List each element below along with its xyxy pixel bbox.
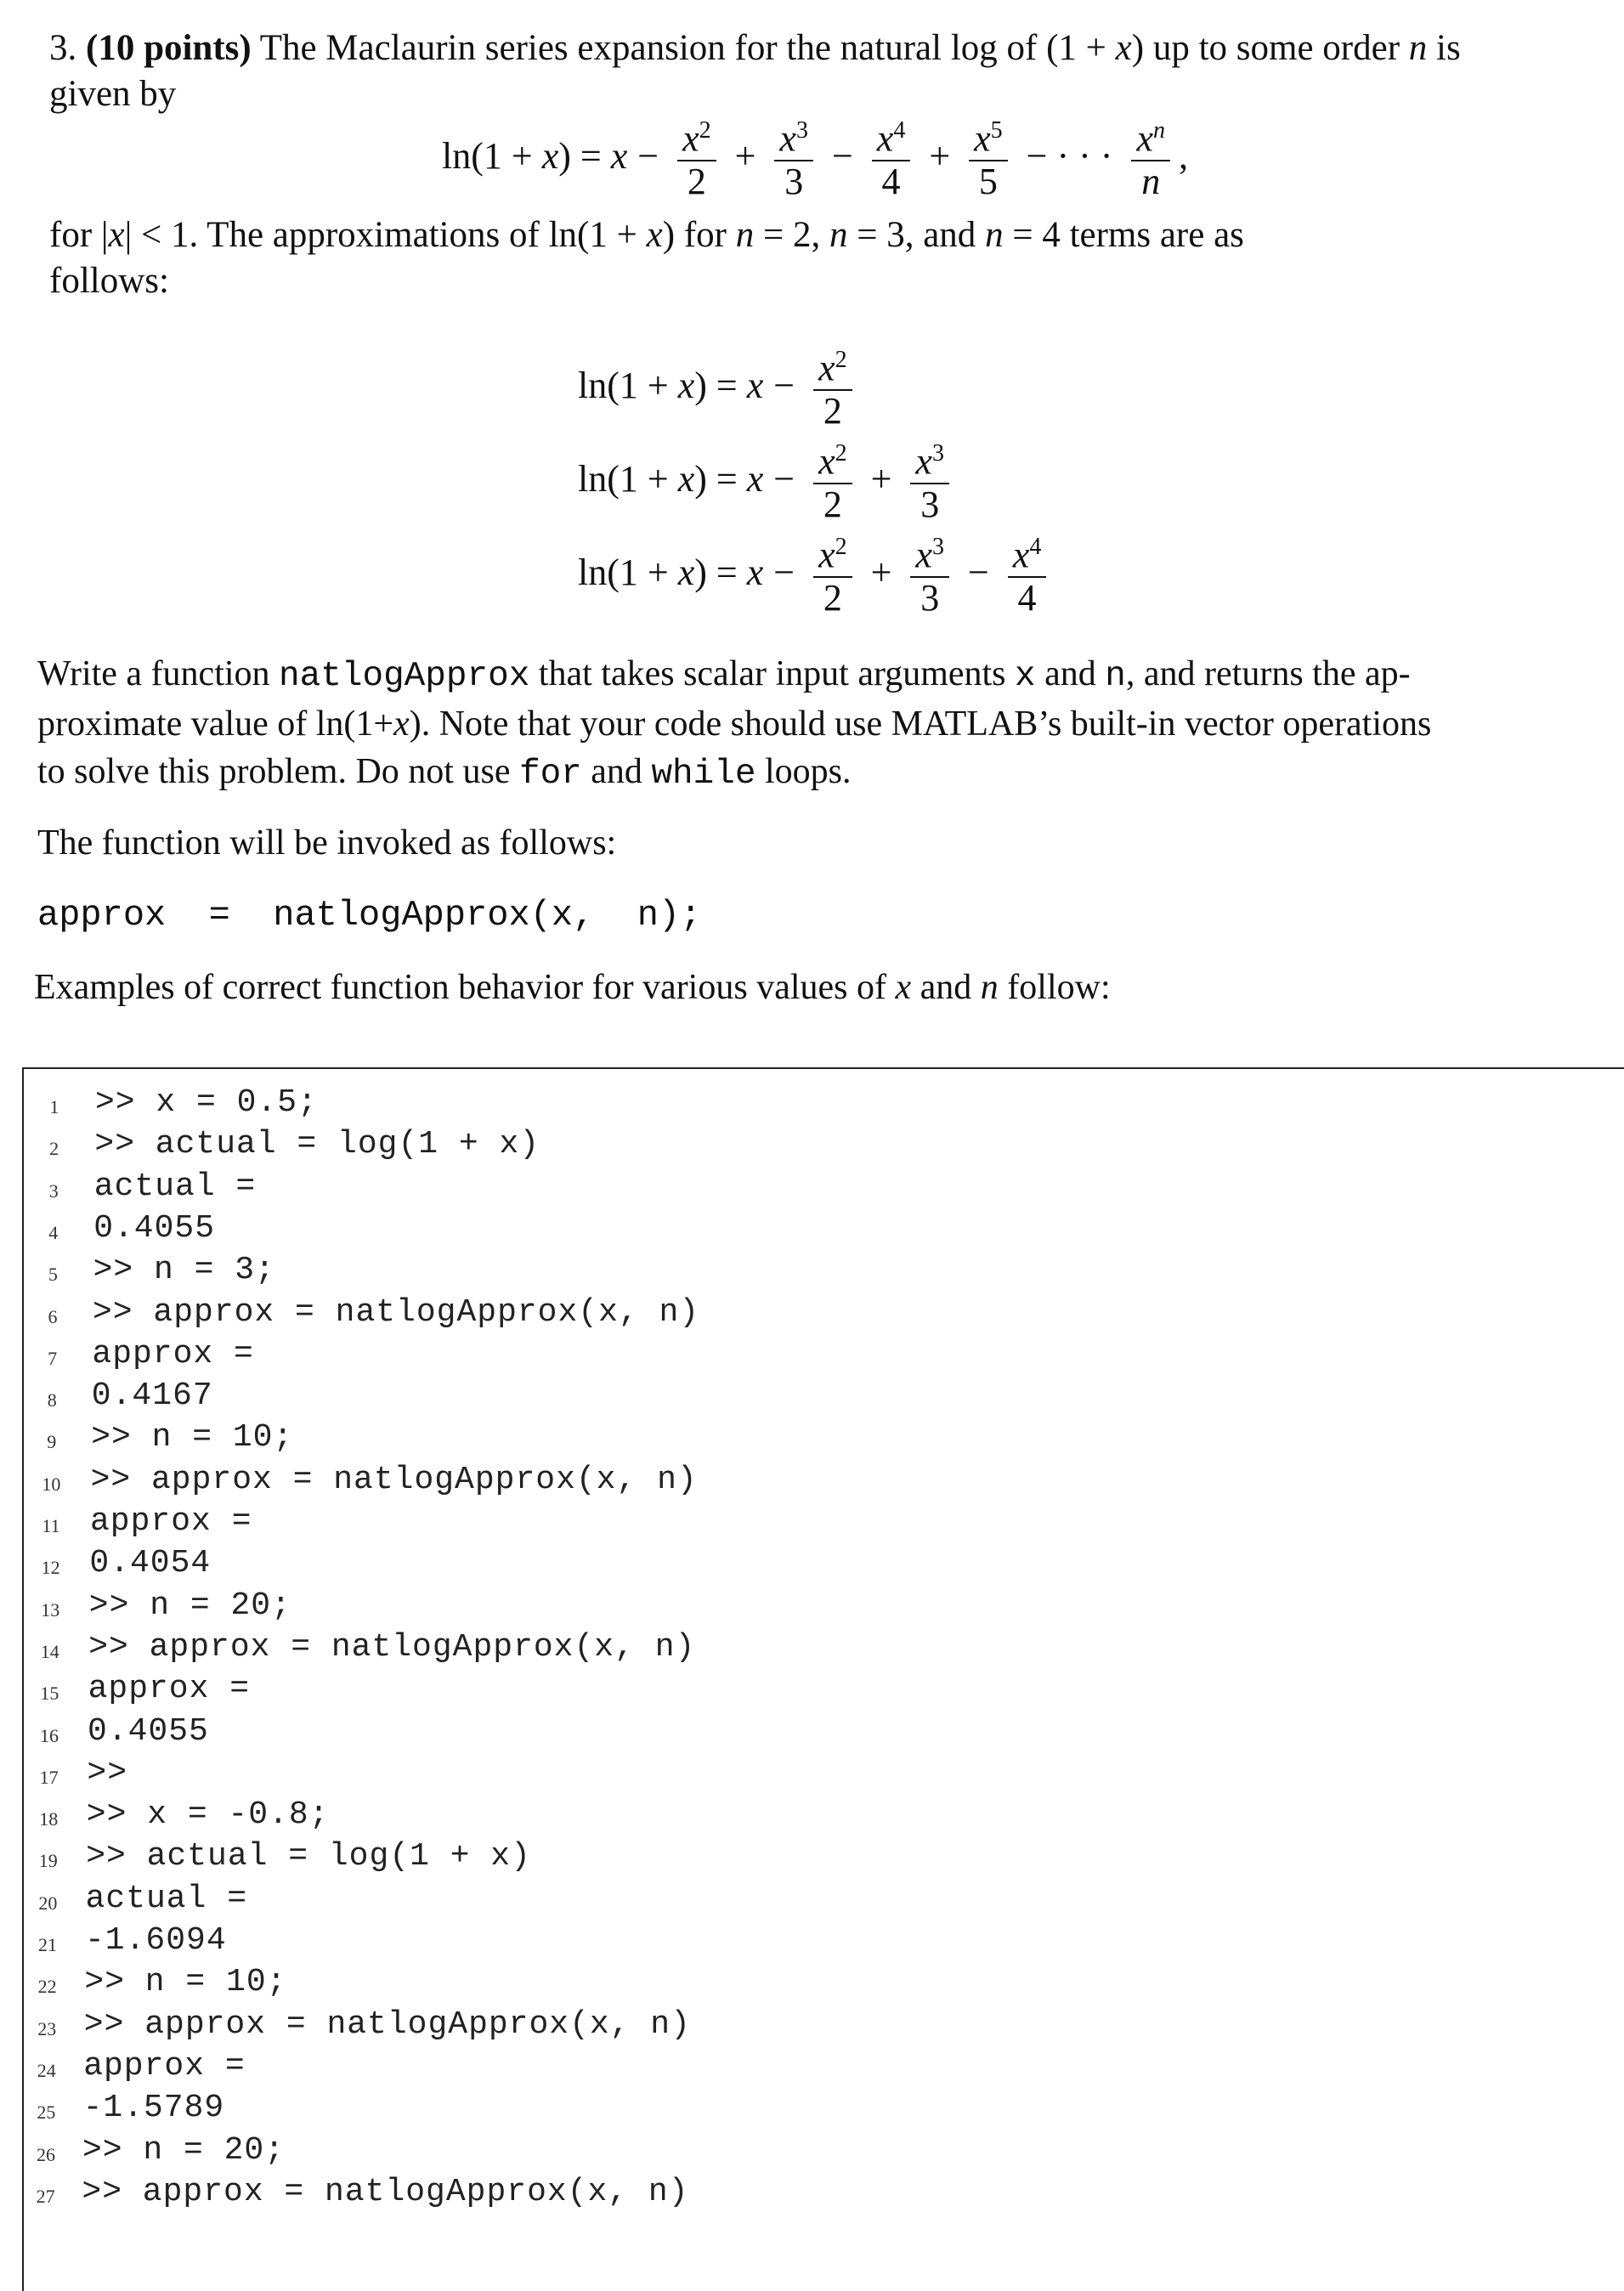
problem-points: (10 points)	[86, 28, 252, 68]
code-text: >> actual = log(1 + x)	[86, 1838, 531, 1875]
cond-f: = 4 terms are as	[1012, 215, 1244, 255]
cond-e: = 3, and	[857, 215, 976, 255]
code-text: >> n = 20;	[82, 2131, 286, 2169]
line-number: 25	[37, 2101, 56, 2124]
code-text: -1.6094	[85, 1922, 227, 1959]
code-text: approx =	[88, 1671, 251, 1708]
line-number: 7	[48, 1347, 58, 1369]
code-line	[24, 1462, 1624, 1504]
code-text: >> actual = log(1 + x)	[94, 1126, 540, 1163]
line-number: 2	[49, 1138, 59, 1160]
code-text: >> approx = natlogApprox(x, n)	[93, 1293, 700, 1331]
code-line	[24, 1210, 1624, 1253]
intro-text-b: up to some order	[1152, 28, 1400, 68]
line-number: 24	[37, 2059, 56, 2081]
line-number: 1	[49, 1096, 59, 1117]
code-text: >> n = 20;	[88, 1587, 291, 1624]
intro-line2: given by	[49, 74, 177, 114]
code-text: >> approx = natlogApprox(x, n)	[90, 1461, 698, 1498]
code-line	[24, 1545, 1624, 1587]
code-line	[24, 1294, 1624, 1337]
code-line	[24, 1713, 1624, 1756]
cond-b: < 1. The approximations of	[140, 215, 540, 255]
series-equation: ln(1 + x) = x − $\frac{x^2}{2}$ + $\frac{x^3}{3}$ − $\frac{x^4}{4}$ + $\frac{x^5}{5}$ − · · · $\frac{x^n}{n}$ ,	[442, 110, 1188, 202]
cond-line2: follows:	[49, 261, 169, 301]
line-number: 22	[37, 1976, 57, 1998]
code-line	[24, 1671, 1624, 1713]
line-number: 5	[48, 1264, 58, 1286]
code-text: 0.4055	[93, 1209, 216, 1247]
code-line	[24, 2090, 1624, 2132]
code-text: >> n = 10;	[91, 1419, 294, 1457]
task-line1a: Write a function	[37, 654, 270, 693]
code-line	[24, 2048, 1624, 2090]
intro-text-c: is	[1436, 28, 1461, 68]
code-text: >> x = -0.8;	[86, 1796, 330, 1834]
approx-n4-equation: ln(1 + x) = x − $\frac{x^2}{2}$ + $\frac{x^3}{3}$ − $\frac{x^4}{4}$	[578, 527, 1055, 619]
line-number: 4	[48, 1221, 59, 1243]
code-line	[24, 1881, 1624, 1923]
code-line	[24, 1503, 1624, 1546]
code-text: approx =	[83, 2047, 246, 2085]
task-line2b: ). Note that your code should use MATLAB’s built-in vector operations	[409, 704, 1432, 744]
task-line3c: loops.	[764, 752, 852, 791]
line-number: 27	[36, 2185, 55, 2207]
function-name: natlogApprox	[279, 657, 530, 696]
code-line	[24, 1629, 1624, 1672]
examples-text: Examples of correct function behavior for various values of x and n follow:	[34, 968, 1111, 1007]
examples-c: follow:	[1007, 968, 1111, 1007]
code-line	[24, 2006, 1624, 2049]
code-text: >> n = 3;	[93, 1252, 275, 1289]
code-line	[24, 1084, 1624, 1127]
line-number: 15	[40, 1683, 59, 1705]
keyword-while: while	[651, 755, 756, 794]
cond-c: for	[683, 215, 727, 255]
task-line1b: that takes scalar input arguments	[538, 654, 1006, 693]
arg-n: n	[1105, 657, 1126, 696]
code-text: >> n = 10;	[84, 1964, 287, 2001]
task-line3b: and	[591, 752, 642, 791]
code-text: approx =	[90, 1503, 252, 1540]
condition-text: for |x| < 1. The approximations of ln(1 + x) for n = 2, n = 3, and n = 4 terms are as follows:	[49, 215, 1244, 301]
code-listing	[22, 1067, 1624, 2291]
approx-n2-equation: ln(1 + x) = x − $\frac{x^2}{2}$	[578, 340, 861, 432]
task-text: Write a function natlogApprox that takes scalar input arguments x and n, and returns the ap- proximate value of ln(1+x). Note that your code should use MATLAB’s built-in vector operations to solve this problem. Do not use for and while loops.	[37, 654, 1432, 794]
code-line	[24, 2132, 1624, 2175]
line-number: 26	[37, 2143, 55, 2165]
examples-a: Examples of correct function behavior for various values of	[34, 968, 886, 1007]
line-number: 23	[37, 2017, 57, 2039]
code-line	[24, 1336, 1624, 1378]
task-line1c: and	[1044, 654, 1096, 693]
code-text: >> approx = natlogApprox(x, n)	[82, 2173, 689, 2210]
line-number: 20	[38, 1892, 58, 1914]
code-text: >> approx = natlogApprox(x, n)	[88, 1628, 696, 1666]
problem-intro: 3. (10 points) The Maclaurin series expansion for the natural log of (1 + x) up to some order n is given by	[49, 28, 1461, 114]
code-text: >> x = 0.5;	[95, 1084, 318, 1121]
line-number: 12	[41, 1557, 60, 1579]
task-line2a: proximate value of ln(1+	[37, 704, 394, 744]
line-number: 14	[40, 1640, 59, 1662]
code-line	[24, 1587, 1624, 1630]
line-number: 11	[42, 1515, 60, 1536]
code-line	[24, 1838, 1624, 1881]
line-number: 13	[41, 1598, 60, 1621]
code-text: >>	[87, 1754, 127, 1791]
code-line	[24, 1126, 1624, 1168]
code-text: actual =	[85, 1880, 248, 1917]
line-number: 21	[38, 1934, 57, 1955]
code-line	[24, 1922, 1624, 1965]
code-line	[24, 1419, 1624, 1462]
code-text: 0.4167	[91, 1377, 213, 1415]
line-number: 10	[42, 1473, 61, 1495]
code-text: >> approx = natlogApprox(x, n)	[83, 2005, 691, 2043]
line-number: 16	[40, 1724, 59, 1746]
code-line	[24, 1964, 1624, 2006]
code-text: approx =	[92, 1335, 254, 1372]
examples-b: and	[920, 968, 972, 1007]
intro-text-a: The Maclaurin series expansion for the natural log of	[259, 28, 1038, 68]
line-number: 17	[39, 1766, 59, 1788]
code-line	[24, 1168, 1624, 1211]
line-number: 9	[47, 1431, 57, 1453]
approx-n3-equation: ln(1 + x) = x − $\frac{x^2}{2}$ + $\frac{x^3}{3}$	[578, 433, 958, 525]
code-text: 0.4054	[89, 1545, 212, 1582]
line-number: 19	[38, 1850, 58, 1872]
line-number: 18	[39, 1808, 59, 1830]
line-number: 6	[48, 1305, 58, 1327]
code-line	[24, 1755, 1624, 1797]
code-line	[24, 1377, 1624, 1420]
problem-number: 3.	[49, 28, 77, 68]
invoke-call: approx = natlogApprox(x, n);	[37, 895, 702, 936]
code-text: actual =	[93, 1168, 257, 1205]
code-line	[24, 1252, 1624, 1294]
code-line	[24, 2174, 1624, 2216]
task-line3a: to solve this problem. Do not use	[37, 752, 511, 791]
cond-a: for	[49, 215, 93, 255]
keyword-for: for	[518, 755, 582, 794]
cond-d: = 2,	[762, 215, 821, 255]
code-text: -1.5789	[82, 2090, 225, 2127]
code-line	[24, 1796, 1624, 1839]
code-text: 0.4055	[88, 1712, 209, 1750]
line-number: 3	[48, 1179, 59, 1202]
invoke-text: The function will be invoked as follows:	[37, 823, 617, 863]
task-line1d: , and returns the ap-	[1125, 654, 1411, 693]
arg-x: x	[1015, 657, 1036, 696]
line-number: 8	[47, 1389, 57, 1411]
